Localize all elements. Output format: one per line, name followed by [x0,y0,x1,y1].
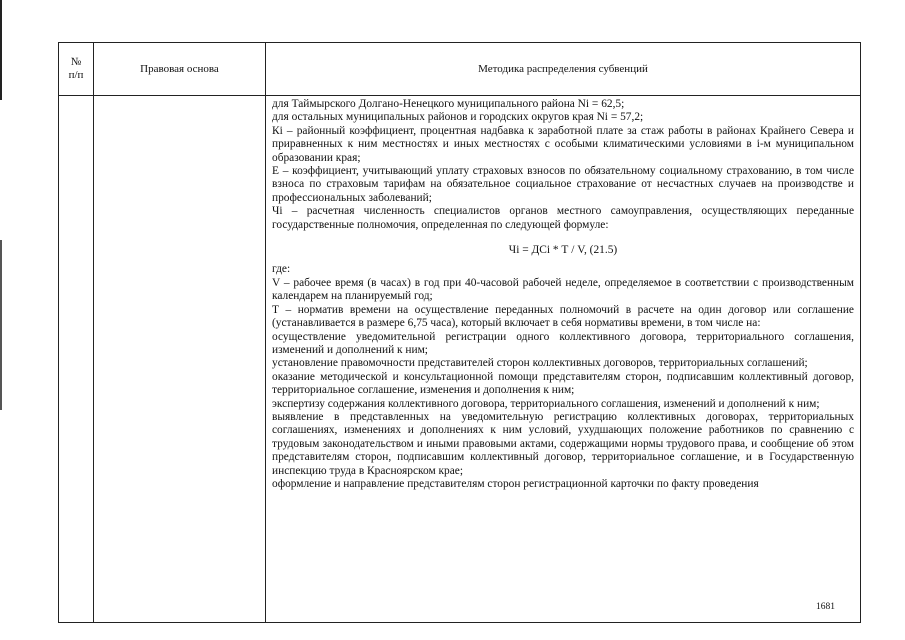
paragraph: экспертизу содержания коллективного договора, территориального соглашения, изменений и дополнений к ним; [272,397,820,410]
header-num-symbol: № [70,56,82,68]
method-text [272,98,854,491]
paragraph: для Таймырского Долгано-Ненецкого муниципального района Ni = 62,5; [272,98,625,110]
paragraph: для остальных муниципальных районов и городских округов края Ni = 57,2; [272,111,644,124]
paragraph: V – рабочее время (в часах) в год при 40-часовой рабочей неделе, определяемое в соответствии с производственным календарем на планируемый год; [272,276,854,303]
paragraph: где: [272,263,291,276]
header-num [59,43,94,96]
header-row [59,43,861,96]
subvention-table [58,42,861,623]
paragraph: оформление и направление представителям сторон регистрационной карточки по факту проведения [272,477,759,490]
scan-edge-line [0,0,2,100]
paragraph: Кi – районный коэффициент, процентная надбавка к заработной плате за стаж работы в районах Крайнего Севера и приравненных к ним местностях и иных местностях с особыми климатическими условиями в i-м муниципальном образовании края; [272,124,854,164]
cell-num [59,96,94,623]
header-method: Методика распределения субвенций [266,43,861,96]
header-legal-basis: Правовая основа [94,43,266,96]
header-num-abbr: п/п [68,69,84,81]
cell-method [266,96,861,623]
cell-legal-basis [94,96,266,623]
formula: Чi = ДСi * Т / V, (21.5) [508,244,618,257]
page-number: 1681 [816,602,835,612]
paragraph: Чi – расчетная численность специалистов органов местного самоуправления, осуществляющих переданные государственные полномочия, определенная по следующей формуле: [272,205,854,231]
paragraph: осуществление уведомительной регистрации одного коллективного договора, территориального соглашения, изменений и дополнений к ним; [272,330,854,356]
paragraph: оказание методической и консультационной помощи представителям сторон, подписавшим коллективный договор, территориальное соглашение, изменения и дополнения к ним; [272,370,854,397]
scan-edge-line [0,240,2,410]
table-row [59,96,861,623]
paragraph: Т – норматив времени на осуществление переданных полномочий в расчете на один договор или соглашение (устанавливается в размере 6,75 часа), который включает в себя нормативы времени, в том числе на: [272,303,854,330]
paragraph: выявление в представленных на уведомительную регистрацию коллективных договорах, территориальных соглашениях, изменениях и дополнениях к ним условий, ухудшающих положение работников по сравнению с трудовым законодательством и иными правовыми актами, содержащими нормы трудового права, и сообщение об этом представителям сторон, подписавшим коллективный договор, территориальное соглашение, и в Государственную инспекцию труда в Красноярском крае; [272,410,854,477]
paragraph: установление правомочности представителей сторон коллективных договоров, территориальных соглашений; [272,357,808,370]
paragraph: Е – коэффициент, учитывающий уплату страховых взносов по обязательному социальному страхованию, в том числе взноса по страховым тарифам на обязательное социальное страхование от несчастных случаев на производстве и профессиональных заболеваний; [272,165,854,204]
